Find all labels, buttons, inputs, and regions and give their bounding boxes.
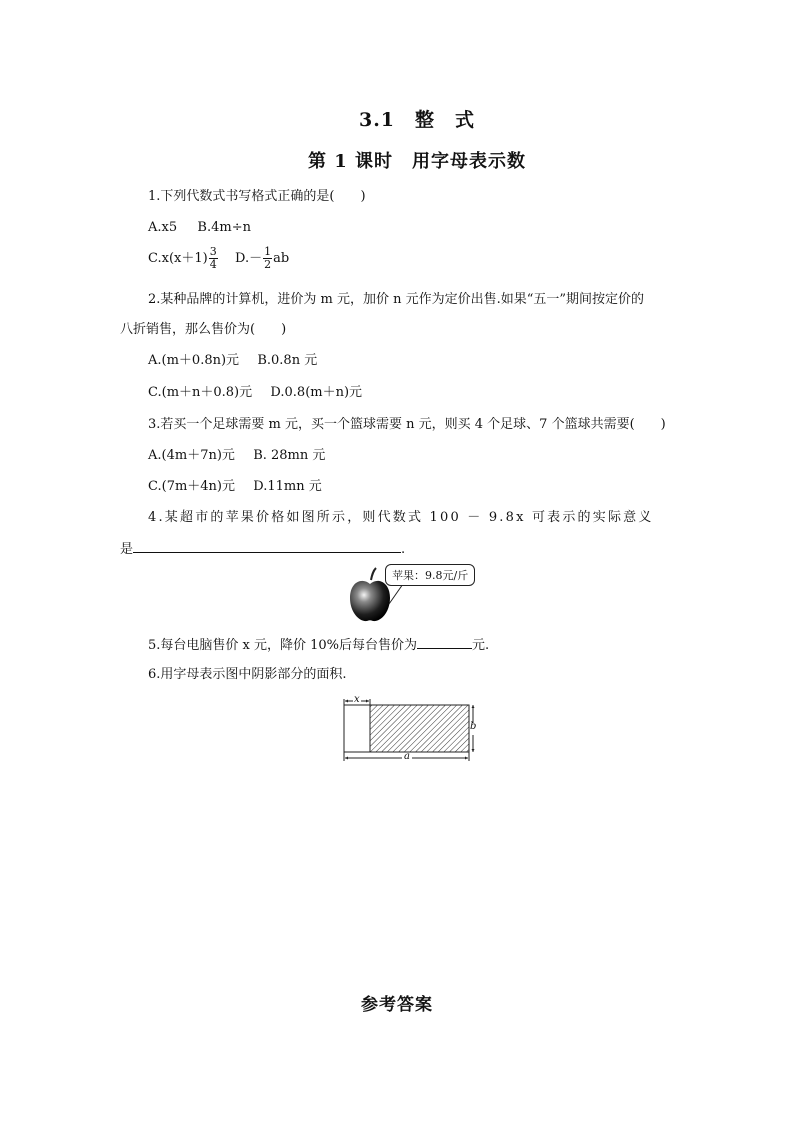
- q4-line2-suffix: .: [401, 542, 406, 557]
- q3-option-d: D.11mn 元: [253, 479, 322, 494]
- q4-stem-line2: [120, 540, 405, 559]
- q4-stem-line1: 4.某超市的苹果价格如图所示，则代数式 100 － 9.8x 可表示的实际意义: [148, 510, 654, 525]
- price-tag: 苹果：9.8元/斤: [385, 564, 475, 586]
- q5-prefix: 5.每台电脑售价 x 元，降价 10%后每台售价为: [148, 638, 418, 653]
- q1-option-c-fraction: $\frac{3}{4}$: [209, 245, 217, 271]
- q1-option-b: B.4m÷n: [197, 220, 251, 235]
- answers-heading: 参考答案: [361, 995, 433, 1015]
- q2-option-c: C.(m＋n＋0.8)元: [148, 385, 253, 400]
- q2-option-b: B.0.8n 元: [257, 353, 318, 368]
- q4-line2-prefix: 是: [120, 542, 134, 557]
- q3-options-ab: [148, 447, 325, 465]
- q3-option-b: B. 28mn 元: [253, 448, 326, 463]
- q1-options-ab: [148, 219, 251, 237]
- page-subtitle: 第 1 课时 用字母表示数: [307, 151, 527, 172]
- page-title: 3.1 整 式: [358, 109, 476, 131]
- q1-stem: 1.下列代数式书写格式正确的是( ): [148, 189, 366, 204]
- apple-figure: [345, 560, 475, 628]
- q5-answer-blank[interactable]: [417, 636, 472, 649]
- label-a: a: [404, 751, 410, 762]
- q4-answer-blank[interactable]: [133, 540, 401, 553]
- q2-options-cd: [148, 384, 362, 402]
- q5-suffix: 元.: [472, 638, 490, 653]
- q3-option-a: A.(4m＋7n)元: [148, 448, 235, 463]
- q1-option-a: A.x5: [148, 220, 178, 235]
- q5-stem: [148, 636, 489, 655]
- q3-option-c: C.(7m＋4n)元: [148, 479, 236, 494]
- label-b: b: [470, 721, 477, 732]
- q1-option-d-suffix: ab: [273, 251, 290, 266]
- q1-option-d-fraction: $\frac{1}{2}$: [264, 245, 272, 271]
- q1-option-c-prefix: C.x(x＋1): [148, 251, 208, 266]
- q2-options-ab: [148, 352, 317, 370]
- q2-option-a: A.(m＋0.8n)元: [148, 353, 240, 368]
- q3-options-cd: [148, 478, 322, 496]
- rectangle-diagram: [340, 694, 485, 765]
- q2-stem-line2: 八折销售，那么售价为( ): [120, 322, 287, 337]
- q3-stem: 3.若买一个足球需要 m 元，买一个篮球需要 n 元，则买 4 个足球、7 个篮球共需要( ): [148, 417, 666, 432]
- q2-option-d: D.0.8(m＋n)元: [270, 385, 363, 400]
- shaded-region: [370, 705, 469, 752]
- q1-option-d-prefix: D.－: [234, 251, 263, 266]
- q6-stem: 6.用字母表示图中阴影部分的面积.: [148, 667, 347, 682]
- q1-options-cd: [148, 246, 289, 272]
- label-x: x: [354, 694, 360, 705]
- q2-stem-line1: 2.某种品牌的计算机，进价为 m 元，加价 n 元作为定价出售.如果“五一”期间按定价的: [148, 292, 645, 307]
